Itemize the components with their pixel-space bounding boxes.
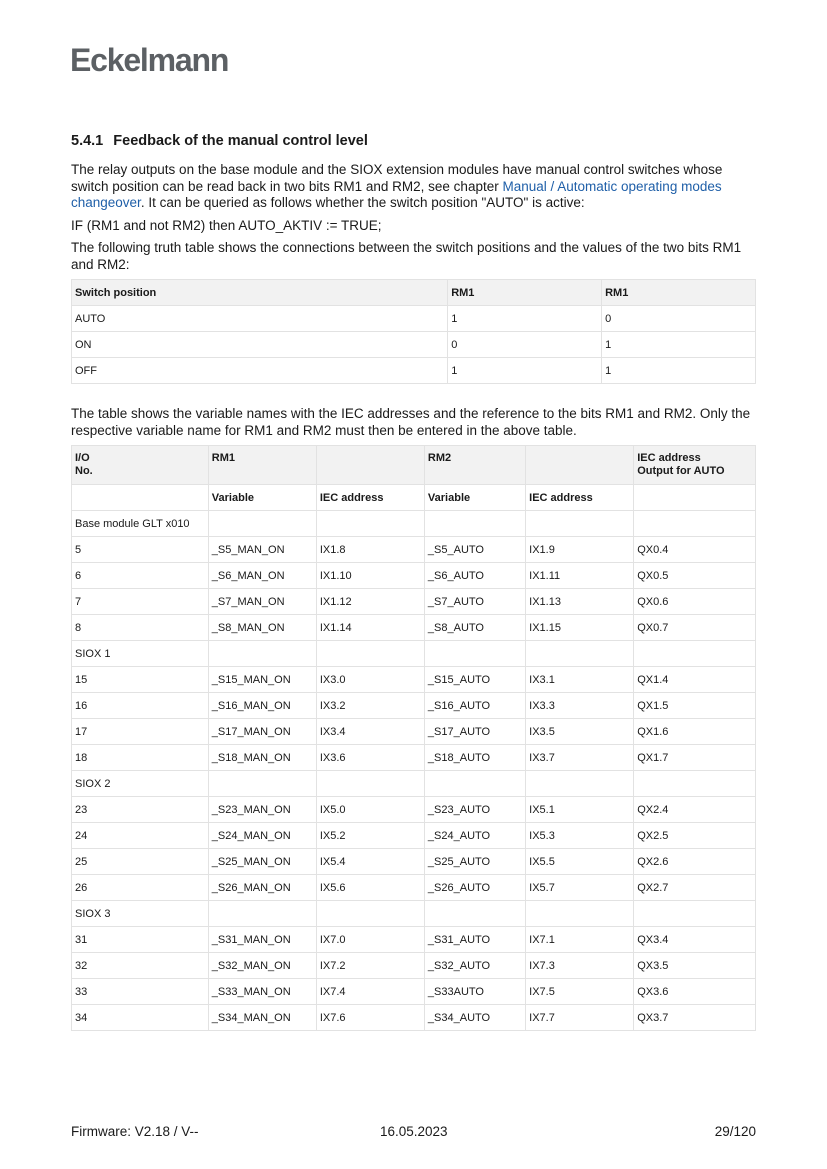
variable-table-cell: IX3.5 <box>526 719 634 745</box>
variable-table-cell: 18 <box>72 745 209 771</box>
variable-table-cell: QX3.6 <box>634 979 756 1005</box>
variable-table-cell: QX1.7 <box>634 745 756 771</box>
variable-table-row <box>72 719 756 745</box>
variable-table-group-row <box>72 901 756 927</box>
truth-table-cell: 1 <box>448 306 602 332</box>
footer-date: 16.05.2023 <box>380 1124 448 1139</box>
variable-table-cell: IX1.8 <box>316 537 424 563</box>
variable-table-cell <box>316 771 424 797</box>
truth-table-row <box>72 306 756 332</box>
variable-table-row <box>72 849 756 875</box>
truth-table-cell: 1 <box>602 332 756 358</box>
truth-table-cell: ON <box>72 332 448 358</box>
variable-table-cell: _S7_AUTO <box>424 589 525 615</box>
variable-table-cell: IX3.1 <box>526 667 634 693</box>
variable-table-cell: QX2.7 <box>634 875 756 901</box>
section-title: Feedback of the manual control level <box>113 133 368 149</box>
variable-table-cell: IX7.1 <box>526 927 634 953</box>
variable-table-subheader-cell: IEC address <box>526 485 634 511</box>
variable-table-cell: QX0.4 <box>634 537 756 563</box>
variable-table-cell <box>316 511 424 537</box>
variable-table-row <box>72 953 756 979</box>
variable-table-cell: IX7.5 <box>526 979 634 1005</box>
variable-table-cell: 8 <box>72 615 209 641</box>
variable-table-cell <box>634 901 756 927</box>
variable-table-cell: _S5_AUTO <box>424 537 525 563</box>
variable-table-row <box>72 823 756 849</box>
variable-table-cell <box>424 641 525 667</box>
intro-paragraph <box>71 162 756 212</box>
variable-table-cell: QX0.6 <box>634 589 756 615</box>
variable-table-cell: _S15_AUTO <box>424 667 525 693</box>
variable-table-cell: IX7.4 <box>316 979 424 1005</box>
variable-table-cell: IX5.6 <box>316 875 424 901</box>
variable-table-cell: 26 <box>72 875 209 901</box>
variable-table-cell: _S8_MAN_ON <box>208 615 316 641</box>
variable-table-cell: 6 <box>72 563 209 589</box>
truth-table-row <box>72 358 756 384</box>
variable-table-cell <box>208 511 316 537</box>
footer-page-number: 29/120 <box>714 1124 756 1139</box>
variable-table-subheader-row <box>72 485 756 511</box>
variable-table-cell: IX7.7 <box>526 1005 634 1031</box>
variable-table-cell: QX1.5 <box>634 693 756 719</box>
variable-table-cell: 32 <box>72 953 209 979</box>
variable-table <box>71 445 756 1031</box>
section-number: 5.4.1 <box>71 133 104 149</box>
variable-table-cell: _S16_MAN_ON <box>208 693 316 719</box>
variable-table-cell: IX1.10 <box>316 563 424 589</box>
variable-table-header-row <box>72 446 756 485</box>
variable-table-cell: 25 <box>72 849 209 875</box>
variable-table-cell: IX5.4 <box>316 849 424 875</box>
variable-table-header-cell: I/O No. <box>72 446 209 485</box>
variable-table-cell: IX7.0 <box>316 927 424 953</box>
variable-table-cell: IX5.2 <box>316 823 424 849</box>
variable-table-group-row <box>72 511 756 537</box>
variable-table-cell: _S18_MAN_ON <box>208 745 316 771</box>
variable-table-cell: IX5.1 <box>526 797 634 823</box>
variable-table-cell: _S24_MAN_ON <box>208 823 316 849</box>
variable-table-cell: QX3.4 <box>634 927 756 953</box>
variable-table-cell: _S8_AUTO <box>424 615 525 641</box>
variable-table-cell: IX7.3 <box>526 953 634 979</box>
truth-table-cell: 1 <box>602 358 756 384</box>
variable-table-cell: SIOX 3 <box>72 901 209 927</box>
variable-table-cell: 5 <box>72 537 209 563</box>
variable-table-cell: Base module GLT x010 <box>72 511 209 537</box>
variable-table-cell: _S6_MAN_ON <box>208 563 316 589</box>
variable-table-cell: _S26_MAN_ON <box>208 875 316 901</box>
variable-table-cell: SIOX 1 <box>72 641 209 667</box>
variable-table-cell <box>208 771 316 797</box>
truth-table <box>71 279 756 384</box>
variable-table-cell: IX5.5 <box>526 849 634 875</box>
truth-table-header-cell: Switch position <box>72 280 448 306</box>
intro-text-after-link: . It can be queried as follows whether the switch position "AUTO" is active: <box>140 195 585 210</box>
variable-table-cell: IX1.12 <box>316 589 424 615</box>
variable-table-cell: QX2.5 <box>634 823 756 849</box>
page-content <box>71 133 756 1031</box>
variable-table-cell: QX3.7 <box>634 1005 756 1031</box>
variable-table-cell: _S25_AUTO <box>424 849 525 875</box>
variable-table-cell: 7 <box>72 589 209 615</box>
company-logo: Eckelmann <box>70 42 229 78</box>
variable-table-row <box>72 927 756 953</box>
variable-table-header-cell <box>316 446 424 485</box>
variable-table-cell: IX1.15 <box>526 615 634 641</box>
intro-text-before-link: The relay outputs on the base module and the SIOX extension modules have manual control switches whose switch position can be read back in two bits RM1 and RM2, see chapter <box>71 162 723 194</box>
variable-table-cell: IX1.13 <box>526 589 634 615</box>
variable-table-row <box>72 537 756 563</box>
variable-table-cell: 33 <box>72 979 209 1005</box>
variable-table-cell: _S26_AUTO <box>424 875 525 901</box>
variable-table-cell: 24 <box>72 823 209 849</box>
variable-table-row <box>72 745 756 771</box>
variable-table-cell: IX5.7 <box>526 875 634 901</box>
variable-table-cell: IX3.7 <box>526 745 634 771</box>
variable-table-cell: IX3.2 <box>316 693 424 719</box>
variable-table-cell: IX1.9 <box>526 537 634 563</box>
variable-table-row <box>72 667 756 693</box>
variable-table-header-cell <box>526 446 634 485</box>
variable-table-cell <box>424 901 525 927</box>
section-heading <box>71 133 756 149</box>
variable-table-cell: 17 <box>72 719 209 745</box>
variable-table-cell: _S18_AUTO <box>424 745 525 771</box>
truth-table-cell: 0 <box>448 332 602 358</box>
variable-table-cell <box>316 641 424 667</box>
variable-table-cell: _S16_AUTO <box>424 693 525 719</box>
variable-table-cell: IX7.2 <box>316 953 424 979</box>
variable-table-cell: IX3.6 <box>316 745 424 771</box>
variable-table-cell: _S31_AUTO <box>424 927 525 953</box>
variable-table-row <box>72 693 756 719</box>
variable-table-cell: QX2.6 <box>634 849 756 875</box>
variable-table-cell <box>634 511 756 537</box>
footer-firmware: Firmware: V2.18 / V-- <box>71 1124 199 1139</box>
variable-table-cell: _S23_MAN_ON <box>208 797 316 823</box>
variable-table-cell: _S5_MAN_ON <box>208 537 316 563</box>
variable-table-row <box>72 875 756 901</box>
variable-table-group-row <box>72 771 756 797</box>
variable-table-cell: IX1.11 <box>526 563 634 589</box>
variable-table-cell <box>526 511 634 537</box>
variable-table-row <box>72 797 756 823</box>
variable-table-cell: IX3.3 <box>526 693 634 719</box>
variable-table-cell: _S34_AUTO <box>424 1005 525 1031</box>
variable-table-cell: QX3.5 <box>634 953 756 979</box>
variable-table-cell: _S17_MAN_ON <box>208 719 316 745</box>
variable-table-intro: The table shows the variable names with the IEC addresses and the reference to the bits RM1 and RM2. Only the respective variable name for RM1 and RM2 must then be entered in the above table. <box>71 406 751 438</box>
variable-table-header-cell: IEC address Output for AUTO <box>634 446 756 485</box>
variable-table-cell: 23 <box>72 797 209 823</box>
variable-table-subheader-cell <box>634 485 756 511</box>
variable-table-cell: QX0.5 <box>634 563 756 589</box>
variable-table-cell: 15 <box>72 667 209 693</box>
variable-table-row <box>72 615 756 641</box>
truth-table-cell: OFF <box>72 358 448 384</box>
variable-table-subheader-cell: Variable <box>208 485 316 511</box>
variable-table-cell: SIOX 2 <box>72 771 209 797</box>
variable-table-cell: _S7_MAN_ON <box>208 589 316 615</box>
variable-table-cell: _S15_MAN_ON <box>208 667 316 693</box>
variable-table-cell <box>208 901 316 927</box>
variable-table-row <box>72 589 756 615</box>
variable-table-row <box>72 1005 756 1031</box>
variable-table-cell: _S32_MAN_ON <box>208 953 316 979</box>
variable-table-row <box>72 563 756 589</box>
variable-table-cell: _S34_MAN_ON <box>208 1005 316 1031</box>
variable-table-cell: IX5.3 <box>526 823 634 849</box>
variable-table-header-cell: RM2 <box>424 446 525 485</box>
variable-table-cell <box>526 901 634 927</box>
variable-table-cell: QX0.7 <box>634 615 756 641</box>
variable-table-group-row <box>72 641 756 667</box>
truth-table-row <box>72 332 756 358</box>
variable-table-cell: _S17_AUTO <box>424 719 525 745</box>
chapter-link-manual-automatic[interactable]: Manual / Automatic operating modes changeover <box>71 178 722 210</box>
variable-table-cell: IX3.0 <box>316 667 424 693</box>
truth-table-header-cell: RM1 <box>448 280 602 306</box>
variable-table-cell: QX1.6 <box>634 719 756 745</box>
variable-table-cell: 31 <box>72 927 209 953</box>
variable-table-cell <box>526 771 634 797</box>
variable-table-cell: _S6_AUTO <box>424 563 525 589</box>
variable-table-cell <box>526 641 634 667</box>
variable-table-cell: _S33AUTO <box>424 979 525 1005</box>
variable-table-cell: _S24_AUTO <box>424 823 525 849</box>
variable-table-subheader-cell <box>72 485 209 511</box>
truth-table-cell: AUTO <box>72 306 448 332</box>
variable-table-cell <box>208 641 316 667</box>
variable-table-cell: QX1.4 <box>634 667 756 693</box>
truth-table-header-cell: RM1 <box>602 280 756 306</box>
variable-table-cell: IX3.4 <box>316 719 424 745</box>
variable-table-cell: IX1.14 <box>316 615 424 641</box>
variable-table-cell <box>634 771 756 797</box>
variable-table-cell: _S33_MAN_ON <box>208 979 316 1005</box>
variable-table-cell: _S31_MAN_ON <box>208 927 316 953</box>
variable-table-cell: QX2.4 <box>634 797 756 823</box>
variable-table-subheader-cell: Variable <box>424 485 525 511</box>
truth-table-header-row <box>72 280 756 306</box>
variable-table-cell <box>634 641 756 667</box>
variable-table-cell: IX5.0 <box>316 797 424 823</box>
variable-table-row <box>72 979 756 1005</box>
variable-table-cell: 16 <box>72 693 209 719</box>
variable-table-cell <box>424 771 525 797</box>
variable-table-header-cell: RM1 <box>208 446 316 485</box>
variable-table-cell: IX7.6 <box>316 1005 424 1031</box>
truth-table-cell: 0 <box>602 306 756 332</box>
variable-table-subheader-cell: IEC address <box>316 485 424 511</box>
variable-table-cell: 34 <box>72 1005 209 1031</box>
variable-table-cell <box>316 901 424 927</box>
variable-table-cell: _S25_MAN_ON <box>208 849 316 875</box>
code-line: IF (RM1 and not RM2) then AUTO_AKTIV := TRUE; <box>71 217 382 233</box>
truth-table-cell: 1 <box>448 358 602 384</box>
variable-table-cell: _S23_AUTO <box>424 797 525 823</box>
truth-table-intro: The following truth table shows the connections between the switch positions and the values of the two bits RM1 and RM2: <box>71 240 742 272</box>
variable-table-cell <box>424 511 525 537</box>
variable-table-cell: _S32_AUTO <box>424 953 525 979</box>
